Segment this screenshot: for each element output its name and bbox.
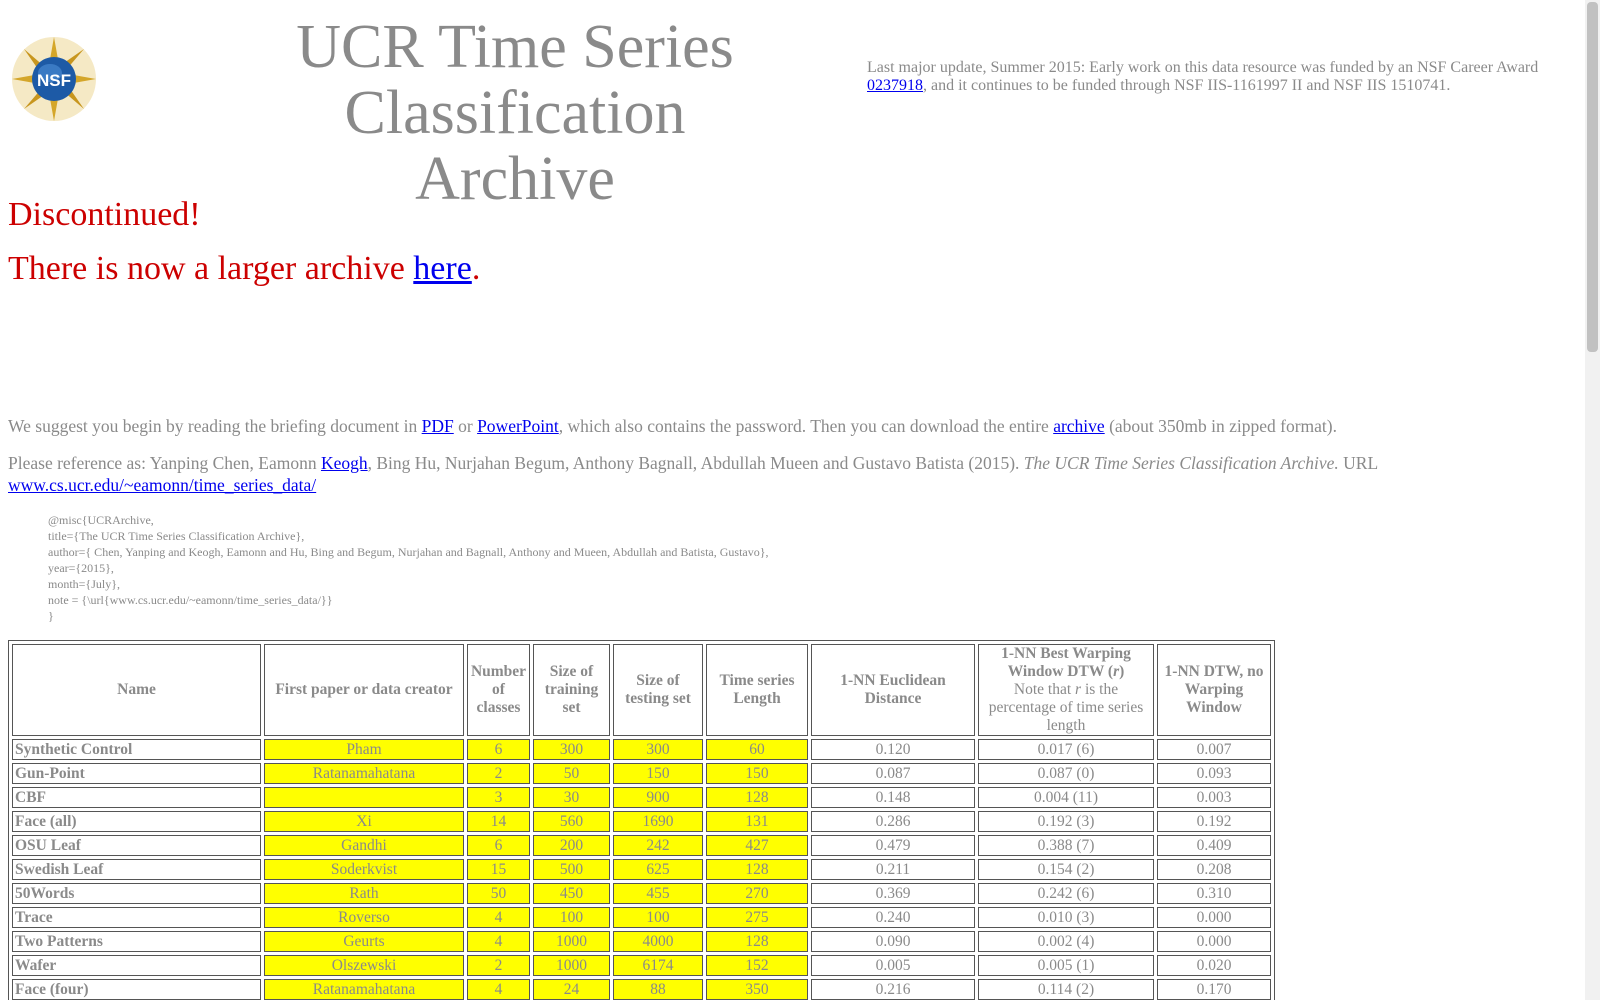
cell-length: 128 (706, 787, 808, 808)
dataset-table-wrap (8, 640, 1275, 1000)
dtw-best-note (989, 681, 1144, 734)
cell-creator: Xi (264, 811, 464, 832)
update-text-after: , and it continues to be funded through NSF IIS-1161997 II and NSF IIS 1510741. (923, 77, 1451, 94)
cell-train: 50 (533, 763, 610, 784)
table-row (12, 907, 1271, 928)
cell-classes: 14 (467, 811, 530, 832)
cell-dtw-best: 0.017 (6) (978, 739, 1154, 760)
table-row (12, 931, 1271, 952)
header-dtw-nowindow: 1-NN DTW, no Warping Window (1157, 644, 1271, 736)
header-name: Name (12, 644, 261, 736)
dtw-note-r: r (1075, 681, 1082, 698)
cell-length: 427 (706, 835, 808, 856)
cell-euclidean: 0.479 (811, 835, 975, 856)
cell-name: Wafer (12, 955, 261, 976)
table-row (12, 859, 1271, 880)
cell-train: 24 (533, 979, 610, 1000)
discontinued-heading: Discontinued! (8, 196, 201, 233)
cell-creator: Rath (264, 883, 464, 904)
update-text-before: Last major update, Summer 2015: Early work on this data resource was funded by an NSF Career Award (867, 59, 1539, 76)
cell-creator: Gandhi (264, 835, 464, 856)
cell-dtw: 0.310 (1157, 883, 1271, 904)
cell-dtw-best: 0.004 (11) (978, 787, 1154, 808)
cell-dtw: 0.409 (1157, 835, 1271, 856)
powerpoint-link[interactable]: PowerPoint (477, 416, 559, 436)
cell-dtw-best: 0.388 (7) (978, 835, 1154, 856)
cell-train: 100 (533, 907, 610, 928)
cell-euclidean: 0.216 (811, 979, 975, 1000)
cell-dtw-best: 0.010 (3) (978, 907, 1154, 928)
cite-text-1: Please reference as: Yanping Chen, Eamonn (8, 453, 321, 473)
cell-creator: Geurts (264, 931, 464, 952)
cell-classes: 4 (467, 907, 530, 928)
nsf-logo (10, 35, 98, 123)
cell-euclidean: 0.087 (811, 763, 975, 784)
dtw-note-b: is the percentage of time series length (988, 681, 1144, 734)
table-row (12, 835, 1271, 856)
cell-creator: Ratanamahatana (264, 763, 464, 784)
suggest-text-4: (about 350mb in zipped format). (1104, 416, 1337, 436)
cell-train: 1000 (533, 931, 610, 952)
cell-dtw-best: 0.002 (4) (978, 931, 1154, 952)
cell-name: Trace (12, 907, 261, 928)
cell-name: Synthetic Control (12, 739, 261, 760)
nsf-logo-text: NSF (37, 71, 71, 90)
cell-dtw: 0.192 (1157, 811, 1271, 832)
keogh-link[interactable]: Keogh (320, 453, 368, 473)
cell-name: OSU Leaf (12, 835, 261, 856)
cell-length: 60 (706, 739, 808, 760)
header-creator: First paper or data creator (264, 644, 464, 736)
cell-length: 150 (706, 763, 808, 784)
cell-classes: 6 (467, 739, 530, 760)
cell-euclidean: 0.090 (811, 931, 975, 952)
cell-classes: 50 (467, 883, 530, 904)
cell-train: 300 (533, 739, 610, 760)
cell-euclidean: 0.286 (811, 811, 975, 832)
title-line-2: Classification Archive (344, 79, 686, 213)
cell-length: 128 (706, 931, 808, 952)
cell-name: 50Words (12, 883, 261, 904)
cell-creator: Pham (264, 739, 464, 760)
suggest-text-2: or (453, 416, 478, 436)
cell-length: 152 (706, 955, 808, 976)
cell-creator (264, 787, 464, 808)
cell-creator: Olszewski (264, 955, 464, 976)
cell-classes: 2 (467, 955, 530, 976)
cell-classes: 3 (467, 787, 530, 808)
cell-train: 560 (533, 811, 610, 832)
cell-test: 625 (613, 859, 703, 880)
citation-paragraph (8, 452, 1548, 496)
cell-euclidean: 0.369 (811, 883, 975, 904)
cell-creator: Roverso (264, 907, 464, 928)
larger-archive-notice (8, 250, 480, 288)
table-row (12, 811, 1271, 832)
cell-test: 88 (613, 979, 703, 1000)
dtw-best-r: r (1113, 663, 1120, 680)
header-classes: Number of classes (467, 644, 530, 736)
larger-text: There is now a larger archive (8, 250, 414, 287)
cell-train: 200 (533, 835, 610, 856)
cell-euclidean: 0.240 (811, 907, 975, 928)
cell-dtw: 0.007 (1157, 739, 1271, 760)
scrollbar-thumb[interactable] (1587, 2, 1598, 352)
table-row (12, 787, 1271, 808)
cell-euclidean: 0.148 (811, 787, 975, 808)
update-notice (867, 59, 1567, 95)
cell-dtw-best: 0.087 (0) (978, 763, 1154, 784)
cell-classes: 4 (467, 979, 530, 1000)
larger-period: . (471, 250, 481, 287)
dtw-note-a: Note that (1013, 681, 1076, 698)
cell-dtw-best: 0.242 (6) (978, 883, 1154, 904)
cell-name: Face (all) (12, 811, 261, 832)
cell-test: 455 (613, 883, 703, 904)
cell-dtw: 0.020 (1157, 955, 1271, 976)
cell-length: 275 (706, 907, 808, 928)
suggest-paragraph (8, 416, 1568, 437)
cell-dtw: 0.093 (1157, 763, 1271, 784)
cell-creator: Soderkvist (264, 859, 464, 880)
bibtex-block: @misc{UCRArchive, title={The UCR Time Series Classification Archive}, author={ Chen, Yanping and Keogh, Eamonn and Hu, Bing and Begum, Nurjahan and Bagnall, Anthony and Mueen, Abdullah and Batista, Gustavo}, year={2015}, month={July}, note = {\url{www.cs.ucr.edu/~eamonn/time_series_data/}} } (48, 513, 769, 623)
cell-name: Swedish Leaf (12, 859, 261, 880)
cell-classes: 15 (467, 859, 530, 880)
cell-dtw-best: 0.154 (2) (978, 859, 1154, 880)
cell-test: 150 (613, 763, 703, 784)
cell-test: 100 (613, 907, 703, 928)
suggest-text-1: We suggest you begin by reading the briefing document in (8, 416, 422, 436)
table-row (12, 739, 1271, 760)
cell-length: 270 (706, 883, 808, 904)
cell-train: 450 (533, 883, 610, 904)
cell-length: 128 (706, 859, 808, 880)
table-row (12, 883, 1271, 904)
cell-dtw: 0.208 (1157, 859, 1271, 880)
cell-classes: 6 (467, 835, 530, 856)
cite-title: The UCR Time Series Classification Archive. (1023, 453, 1339, 473)
cell-test: 1690 (613, 811, 703, 832)
suggest-text-3: , which also contains the password. Then you can download the entire (558, 416, 1054, 436)
cell-test: 900 (613, 787, 703, 808)
cite-text-3: URL (1338, 453, 1378, 473)
archive-url-link[interactable]: www.cs.ucr.edu/~eamonn/time_series_data/ (8, 475, 317, 495)
table-header-row (12, 644, 1271, 736)
cell-dtw-best: 0.192 (3) (978, 811, 1154, 832)
cell-dtw-best: 0.005 (1) (978, 955, 1154, 976)
cell-dtw: 0.000 (1157, 907, 1271, 928)
cell-dtw: 0.000 (1157, 931, 1271, 952)
cell-train: 500 (533, 859, 610, 880)
cell-dtw: 0.003 (1157, 787, 1271, 808)
cell-name: CBF (12, 787, 261, 808)
cite-text-2: , Bing Hu, Nurjahan Begum, Anthony Bagnall, Abdullah Mueen and Gustavo Batista (2015). (367, 453, 1024, 473)
archive-link[interactable]: archive (1053, 416, 1105, 436)
title-line-1: UCR Time Series (296, 13, 734, 81)
dtw-best-main: 1-NN Best Warping Window DTW ( (1001, 645, 1131, 680)
cell-test: 300 (613, 739, 703, 760)
cell-test: 4000 (613, 931, 703, 952)
table-row (12, 979, 1271, 1000)
vertical-scrollbar[interactable] (1585, 0, 1600, 1000)
cell-classes: 4 (467, 931, 530, 952)
header-euclidean: 1-NN Euclidean Distance (811, 644, 975, 736)
page-title (240, 14, 790, 212)
pdf-link[interactable]: PDF (421, 416, 454, 436)
cell-name: Gun-Point (12, 763, 261, 784)
cell-length: 131 (706, 811, 808, 832)
cell-test: 242 (613, 835, 703, 856)
header-dtw-best (978, 644, 1154, 736)
cell-euclidean: 0.211 (811, 859, 975, 880)
cell-name: Two Patterns (12, 931, 261, 952)
here-link[interactable]: here (413, 250, 472, 287)
table-row (12, 763, 1271, 784)
table-body (12, 739, 1271, 1000)
cell-euclidean: 0.005 (811, 955, 975, 976)
cell-creator: Ratanamahatana (264, 979, 464, 1000)
cell-classes: 2 (467, 763, 530, 784)
header-length: Time series Length (706, 644, 808, 736)
cell-euclidean: 0.120 (811, 739, 975, 760)
dataset-table (8, 640, 1275, 1000)
award-link[interactable]: 0237918 (867, 77, 923, 94)
header-test: Size of testing set (613, 644, 703, 736)
cell-dtw-best: 0.114 (2) (978, 979, 1154, 1000)
header-train: Size of training set (533, 644, 610, 736)
cell-dtw: 0.170 (1157, 979, 1271, 1000)
dtw-best-close: ) (1119, 663, 1125, 680)
cell-test: 6174 (613, 955, 703, 976)
cell-train: 30 (533, 787, 610, 808)
table-row (12, 955, 1271, 976)
cell-name: Face (four) (12, 979, 261, 1000)
cell-length: 350 (706, 979, 808, 1000)
cell-train: 1000 (533, 955, 610, 976)
